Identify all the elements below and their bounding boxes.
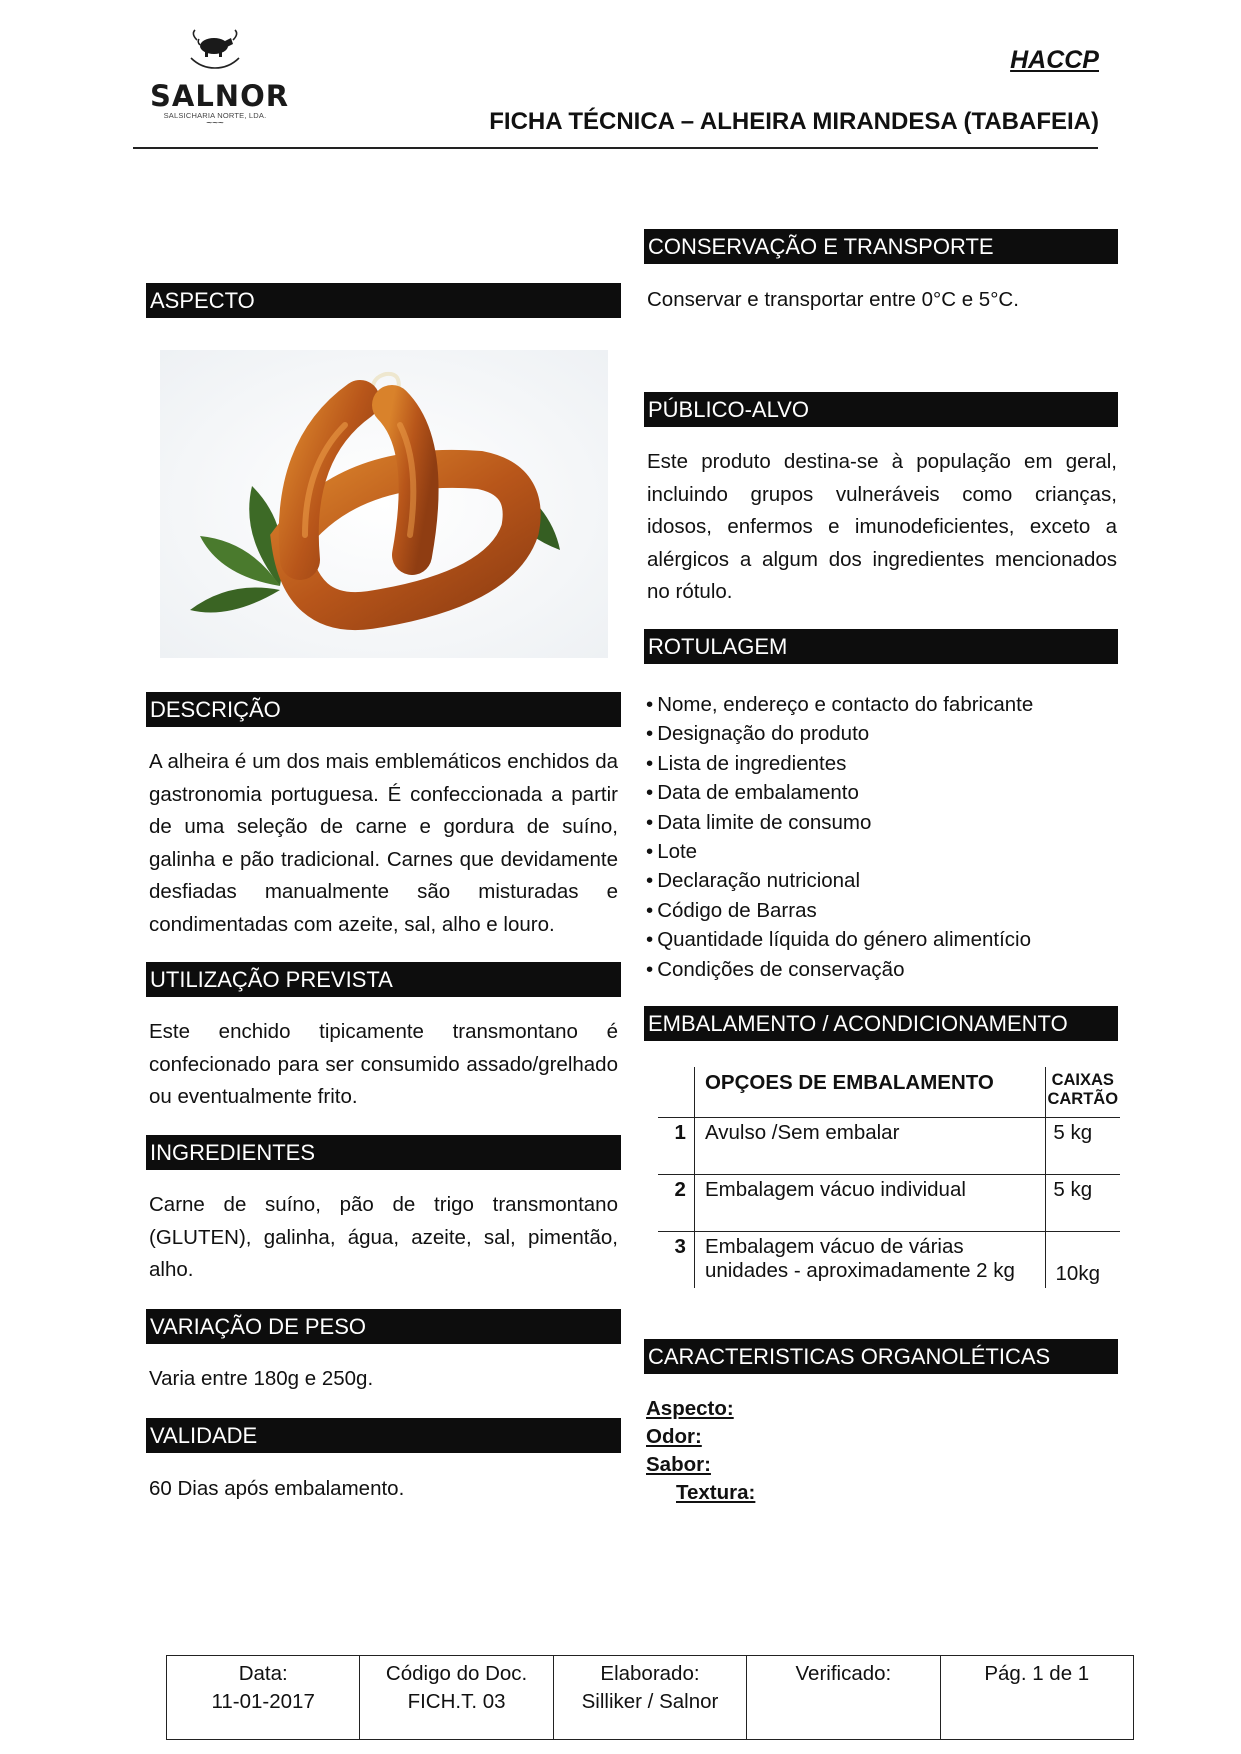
list-item: • Designação do produto — [646, 719, 1033, 748]
section-aspecto-title: ASPECTO — [146, 283, 621, 318]
list-item: • Declaração nutricional — [646, 866, 1033, 895]
validade-text: 60 Dias após embalamento. — [149, 1477, 405, 1500]
packaging-table — [658, 1067, 1120, 1288]
section-validade-title: VALIDADE — [146, 1418, 621, 1453]
table-row: 2 Embalagem vácuo individual 5 kg — [658, 1174, 1120, 1231]
section-organo-title: CARACTERISTICAS ORGANOLÉTICAS — [644, 1339, 1118, 1374]
document-footer — [166, 1655, 1134, 1740]
section-conservacao-title: CONSERVAÇÃO E TRANSPORTE — [644, 229, 1118, 264]
section-rotulagem-title: ROTULAGEM — [644, 629, 1118, 664]
company-logo — [150, 28, 290, 140]
list-item: • Condições de conservação — [646, 955, 1033, 984]
footer-page-cell: Pág. 1 de 1 — [940, 1656, 1133, 1740]
list-item: • Nome, endereço e contacto do fabricante — [646, 690, 1033, 719]
table-row: 1 Avulso /Sem embalar 5 kg — [658, 1117, 1120, 1174]
section-ingredientes-title: INGREDIENTES — [146, 1135, 621, 1170]
header-box: CAIXAS CARTÃO — [1045, 1067, 1120, 1117]
pig-icon — [185, 28, 245, 72]
conservacao-text: Conservar e transportar entre 0°C e 5°C. — [647, 288, 1019, 311]
organo-aspecto-label: Aspecto: — [646, 1397, 734, 1420]
ingredientes-text: Carne de suíno, pão de trigo transmontano (GLUTEN), galinha, água, azeite, sal, pimentão, alho. — [149, 1193, 618, 1281]
company-subtitle: SALSICHARIA NORTE, LDA. — [163, 111, 267, 120]
list-item: • Data de embalamento — [646, 778, 1033, 807]
section-utilizacao-title: UTILIZAÇÃO PREVISTA — [146, 962, 621, 997]
organo-sabor-label: Sabor: — [646, 1453, 711, 1476]
descricao-text: A alheira é um dos mais emblemáticos enchidos da gastronomia portuguesa. É confeccionada a partir de uma seleção de carne e gordura de suíno, galinha e pão tradicional. Carnes que devidamente desfiadas manualmente são misturadas e condimentadas com azeite, sal, alho e louro. — [149, 750, 618, 936]
document-title: FICHA TÉCNICA – ALHEIRA MIRANDESA (TABAFEIA) — [489, 108, 1099, 135]
waves-icon: ~~~ — [206, 118, 224, 129]
footer-date-cell: Data: 11-01-2017 — [167, 1656, 360, 1740]
company-name: SALNOR — [150, 79, 290, 113]
product-photo — [160, 350, 608, 658]
section-publico-title: PÚBLICO-ALVO — [644, 392, 1118, 427]
rotulagem-list — [646, 690, 1033, 984]
list-item: • Lista de ingredientes — [646, 749, 1033, 778]
section-peso-title: VARIAÇÃO DE PESO — [146, 1309, 621, 1344]
table-header-row — [658, 1067, 1120, 1117]
organo-odor-label: Odor: — [646, 1425, 702, 1448]
list-item: • Lote — [646, 837, 1033, 866]
peso-text: Varia entre 180g e 250g. — [149, 1367, 374, 1390]
utilizacao-text: Este enchido tipicamente transmontano é confecionado para ser consumido assado/grelhado ou eventualmente frito. — [149, 1020, 618, 1108]
list-item: • Data limite de consumo — [646, 808, 1033, 837]
list-item: • Código de Barras — [646, 896, 1033, 925]
footer-author-cell: Elaborado: Silliker / Salnor — [553, 1656, 746, 1740]
section-descricao-title: DESCRIÇÃO — [146, 692, 621, 727]
list-item: • Quantidade líquida do género alimentício — [646, 925, 1033, 954]
header-option: OPÇOES DE EMBALAMENTO — [694, 1067, 1045, 1117]
table-row: 3 Embalagem vácuo de várias unidades - aproximadamente 2 kg 10kg — [658, 1231, 1120, 1288]
header-divider — [133, 147, 1098, 149]
haccp-label: HACCP — [1010, 46, 1099, 74]
section-embalamento-title: EMBALAMENTO / ACONDICIONAMENTO — [644, 1006, 1118, 1041]
footer-code-cell: Código do Doc. FICH.T. 03 — [360, 1656, 553, 1740]
organo-textura-label: Textura: — [676, 1481, 756, 1504]
footer-verified-cell: Verificado: — [747, 1656, 940, 1740]
publico-text: Este produto destina-se à população em geral, incluindo grupos vulneráveis como crianças, idosos, enfermos e imunodeficientes, exceto a alérgicos a algum dos ingredientes mencionados no rótulo. — [647, 450, 1117, 603]
